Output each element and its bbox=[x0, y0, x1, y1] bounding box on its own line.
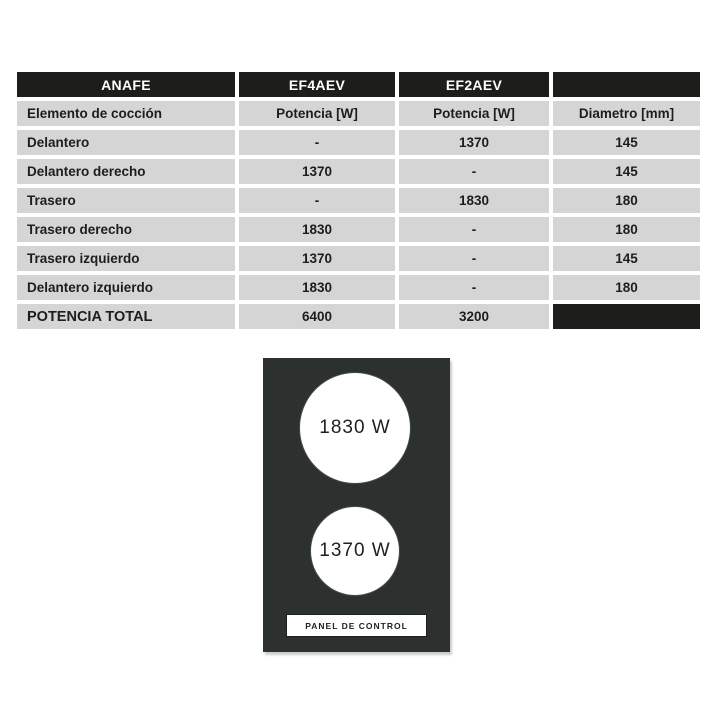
subheader-cell-power-2: Potencia [W] bbox=[399, 101, 549, 126]
total-ef2aev-value: 3200 bbox=[399, 304, 549, 329]
control-panel bbox=[286, 614, 427, 637]
total-ef4aev-value: 6400 bbox=[239, 304, 395, 329]
row-ef4aev-value: - bbox=[239, 130, 395, 155]
row-diameter-value: 145 bbox=[553, 159, 700, 184]
row-ef2aev-value: 1830 bbox=[399, 188, 549, 213]
burner-small-1370w bbox=[310, 506, 400, 596]
subheader-cell-power-1: Potencia [W] bbox=[239, 101, 395, 126]
row-ef4aev-value: 1370 bbox=[239, 246, 395, 271]
row-label: Delantero bbox=[17, 130, 235, 155]
row-ef2aev-value: - bbox=[399, 246, 549, 271]
spec-table bbox=[17, 72, 700, 329]
row-label: Trasero izquierdo bbox=[17, 246, 235, 271]
header-cell-model-ef2aev: EF2AEV bbox=[399, 72, 549, 97]
row-ef2aev-value: - bbox=[399, 159, 549, 184]
row-diameter-value: 180 bbox=[553, 217, 700, 242]
cooktop-diagram bbox=[263, 358, 450, 652]
row-ef4aev-value: 1830 bbox=[239, 275, 395, 300]
burner-large-1830w bbox=[299, 372, 411, 484]
row-ef4aev-value: 1830 bbox=[239, 217, 395, 242]
row-diameter-value: 180 bbox=[553, 188, 700, 213]
row-ef2aev-value: - bbox=[399, 275, 549, 300]
total-label: POTENCIA TOTAL bbox=[17, 304, 235, 329]
row-diameter-value: 145 bbox=[553, 130, 700, 155]
row-ef4aev-value: 1370 bbox=[239, 159, 395, 184]
row-diameter-value: 180 bbox=[553, 275, 700, 300]
burner-power-label: 1830 W bbox=[319, 417, 391, 438]
header-cell-product: ANAFE bbox=[17, 72, 235, 97]
subheader-cell-diameter: Diametro [mm] bbox=[553, 101, 700, 126]
row-ef2aev-value: 1370 bbox=[399, 130, 549, 155]
row-diameter-value: 145 bbox=[553, 246, 700, 271]
burner-power-label: 1370 W bbox=[319, 540, 391, 561]
total-cell-blank bbox=[553, 304, 700, 329]
row-ef2aev-value: - bbox=[399, 217, 549, 242]
row-label: Trasero derecho bbox=[17, 217, 235, 242]
header-cell-model-ef4aev: EF4AEV bbox=[239, 72, 395, 97]
header-cell-blank bbox=[553, 72, 700, 97]
control-panel-label: PANEL DE CONTROL bbox=[305, 620, 408, 631]
row-label: Delantero derecho bbox=[17, 159, 235, 184]
row-ef4aev-value: - bbox=[239, 188, 395, 213]
subheader-cell-element: Elemento de cocción bbox=[17, 101, 235, 126]
row-label: Delantero izquierdo bbox=[17, 275, 235, 300]
row-label: Trasero bbox=[17, 188, 235, 213]
